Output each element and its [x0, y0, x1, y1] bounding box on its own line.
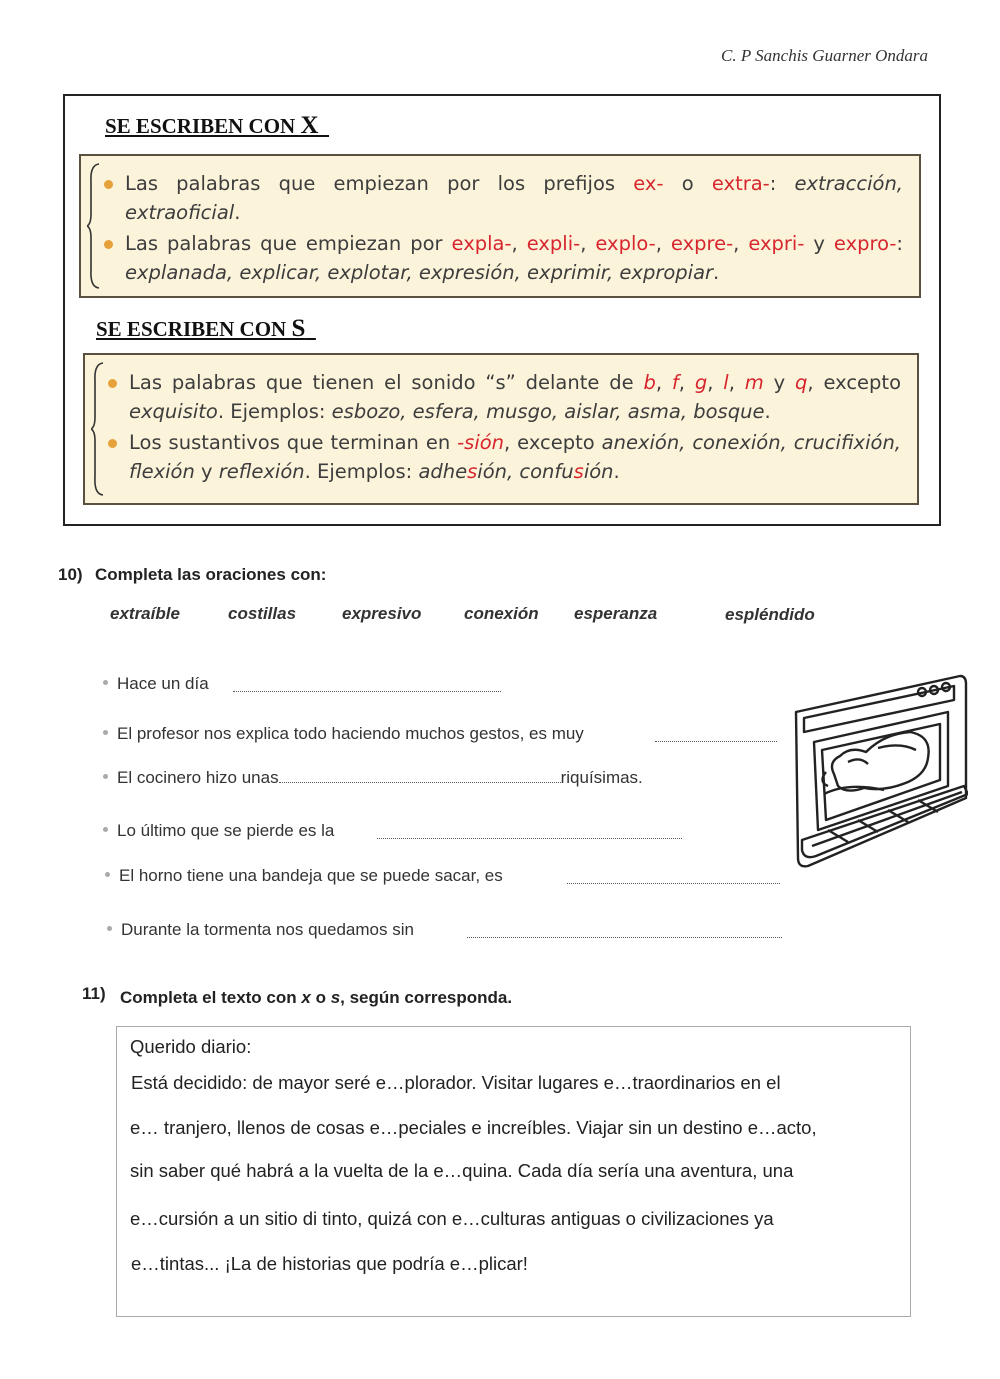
bullet-icon	[105, 872, 110, 877]
rules-box	[63, 94, 941, 526]
rule-panel-s	[83, 353, 919, 505]
bullet-icon	[103, 774, 108, 779]
word-option: expresivo	[342, 604, 422, 623]
diary-line[interactable]: e…tintas... ¡La de historias que podría e…plicar!	[131, 1253, 528, 1274]
rule-panel-x	[79, 154, 921, 298]
brace-icon	[87, 162, 101, 290]
bullet-icon	[107, 926, 112, 931]
sentence-2: El profesor nos explica todo haciendo muchos gestos, es muy	[103, 724, 584, 744]
word-option: espléndido	[725, 605, 815, 624]
diary-line[interactable]: e…cursión a un sitio di tinto, quizá con e…culturas antiguas o civilizaciones ya	[130, 1208, 774, 1229]
word-option: costillas	[228, 604, 297, 623]
sentence-4: Lo último que se pierde es la	[103, 821, 334, 841]
diary-text-box	[116, 1026, 911, 1317]
answer-blank-3[interactable]	[279, 768, 561, 783]
exercise-11-number: 11)	[82, 984, 106, 1003]
word-option: extraíble	[110, 604, 180, 623]
heading-x: SE ESCRIBEN CON X	[105, 112, 319, 139]
diary-greeting: Querido diario:	[130, 1036, 252, 1057]
word-option: conexión	[464, 604, 539, 623]
exercise-10-number: 10)	[58, 565, 83, 584]
answer-blank-1[interactable]	[233, 691, 501, 692]
rule-s-item-1: Las palabras que tienen el sonido “s” delante de b, f, g, l, m y q, excepto exquisito. Ejemplos: esbozo, esfera, musgo, aislar, asma, bosque.	[129, 369, 901, 426]
exercise-11-title: Completa el texto con x o s, según corresponda.	[120, 988, 513, 1007]
word-option: esperanza	[574, 604, 658, 623]
answer-blank-2[interactable]	[655, 741, 777, 742]
bullet-icon	[103, 827, 108, 832]
rule-x-item-2: Las palabras que empiezan por expla-, expli-, explo-, expre-, expri- y expro-: explanada, explicar, explotar, expresión, exprimir, expropiar.	[125, 230, 903, 287]
heading-s: SE ESCRIBEN CON S	[96, 315, 306, 342]
exercise-10-title: Completa las oraciones con:	[95, 565, 327, 584]
answer-blank-4[interactable]	[377, 838, 682, 839]
diary-line[interactable]: sin saber qué habrá a la vuelta de la e…quina. Cada día sería una aventura, una	[130, 1160, 794, 1181]
answer-blank-6[interactable]	[467, 937, 782, 938]
sentence-3: El cocinero hizo unas riquísimas.	[103, 768, 643, 788]
oven-illustration	[788, 670, 968, 870]
diary-line[interactable]: Está decidido: de mayor seré e…plorador. Visitar lugares e…traordinarios en el	[131, 1072, 781, 1093]
rule-x-item-1: Las palabras que empiezan por los prefijos ex- o extra-: extracción, extraoficial.	[125, 170, 903, 227]
bullet-icon	[103, 680, 108, 685]
brace-icon	[91, 361, 105, 497]
sentence-5: El horno tiene una bandeja que se puede sacar, es	[105, 866, 503, 886]
bullet-icon	[103, 730, 108, 735]
answer-blank-5[interactable]	[567, 883, 780, 884]
school-name: C. P Sanchis Guarner Ondara	[721, 46, 928, 65]
rule-s-item-2: Los sustantivos que terminan en -sión, excepto anexión, conexión, crucifixión, flexión y reflexión. Ejemplos: adhesión, confusión.	[129, 429, 901, 486]
sentence-1: Hace un día	[103, 674, 209, 694]
sentence-6: Durante la tormenta nos quedamos sin	[107, 920, 414, 940]
diary-line[interactable]: e… tranjero, llenos de cosas e…peciales e increíbles. Viajar sin un destino e…acto,	[130, 1117, 817, 1138]
